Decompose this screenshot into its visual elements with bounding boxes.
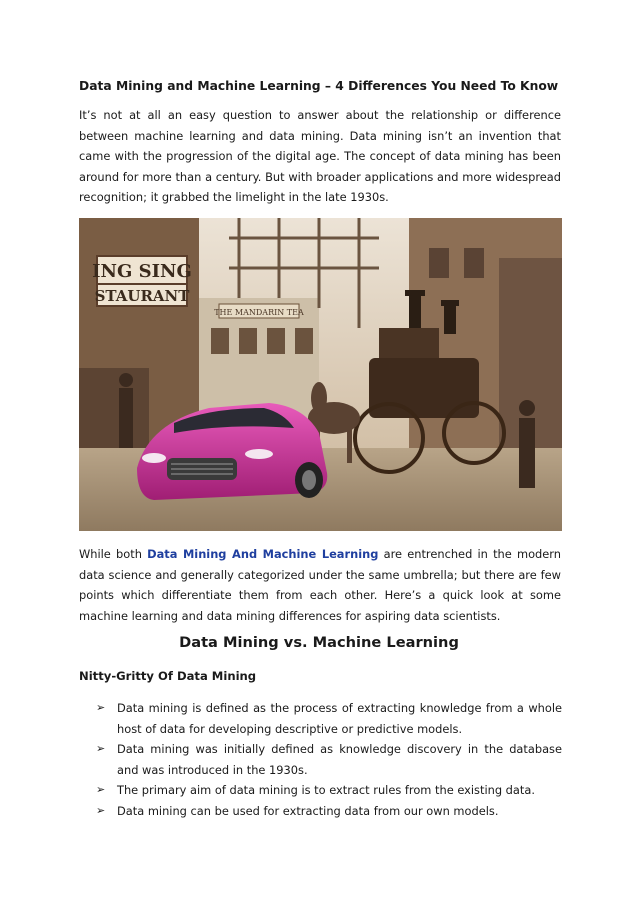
document-title: Data Mining and Machine Learning – 4 Differences You Need To Know [79, 79, 559, 93]
arrow-bullet-icon: ➢ [96, 701, 106, 714]
sign-left-text-2: STAURANT [94, 287, 190, 305]
para2-before: While both [79, 547, 148, 561]
intro-paragraph: It’s not at all an easy question to answer about the relationship or difference between machine learning and data mining. Data mining isn’t an invention that came with the progression of the digital age. The concept of data mining has been around for more than a century. But with broader applications and more widespread recognition; it grabbed the limelight in the late 1930s. [79, 108, 561, 204]
arrow-bullet-icon: ➢ [96, 803, 106, 817]
list-item [96, 739, 562, 780]
list-item [96, 780, 562, 801]
arrow-bullet-icon: ➢ [96, 783, 106, 796]
comparison-paragraph [79, 544, 561, 626]
bullet-text: Data mining can be used for extracting data from our own models. [117, 803, 499, 818]
bullet-list [96, 698, 562, 821]
section-heading: Data Mining vs. Machine Learning [179, 634, 459, 651]
illustration-image [79, 218, 562, 531]
list-item [96, 698, 562, 739]
sign-left-text: ING SING [92, 261, 192, 282]
sign-center-text: THE MANDARIN TEA [214, 308, 304, 317]
bullet-text: The primary aim of data mining is to extract rules from the existing data. [117, 783, 535, 797]
bullet-text: Data mining is defined as the process of extracting knowledge from a whole host of data for developing descriptive or predictive models. [117, 701, 562, 736]
data-mining-ml-link[interactable]: Data Mining And Machine Learning [147, 547, 379, 561]
list-item [96, 801, 562, 822]
subheading: Nitty-Gritty Of Data Mining [79, 669, 257, 683]
bullet-text: Data mining was initially defined as knowledge discovery in the database and was introduced in the 1930s. [117, 742, 562, 777]
para2-after: are entrenched in the modern data science and generally categorized under the same umbrella; but there are few points which differentiate them from each other. Here’s a quick look at some machine learning and data mining differences for aspiring data scientists. [79, 547, 561, 623]
arrow-bullet-icon: ➢ [96, 742, 106, 755]
